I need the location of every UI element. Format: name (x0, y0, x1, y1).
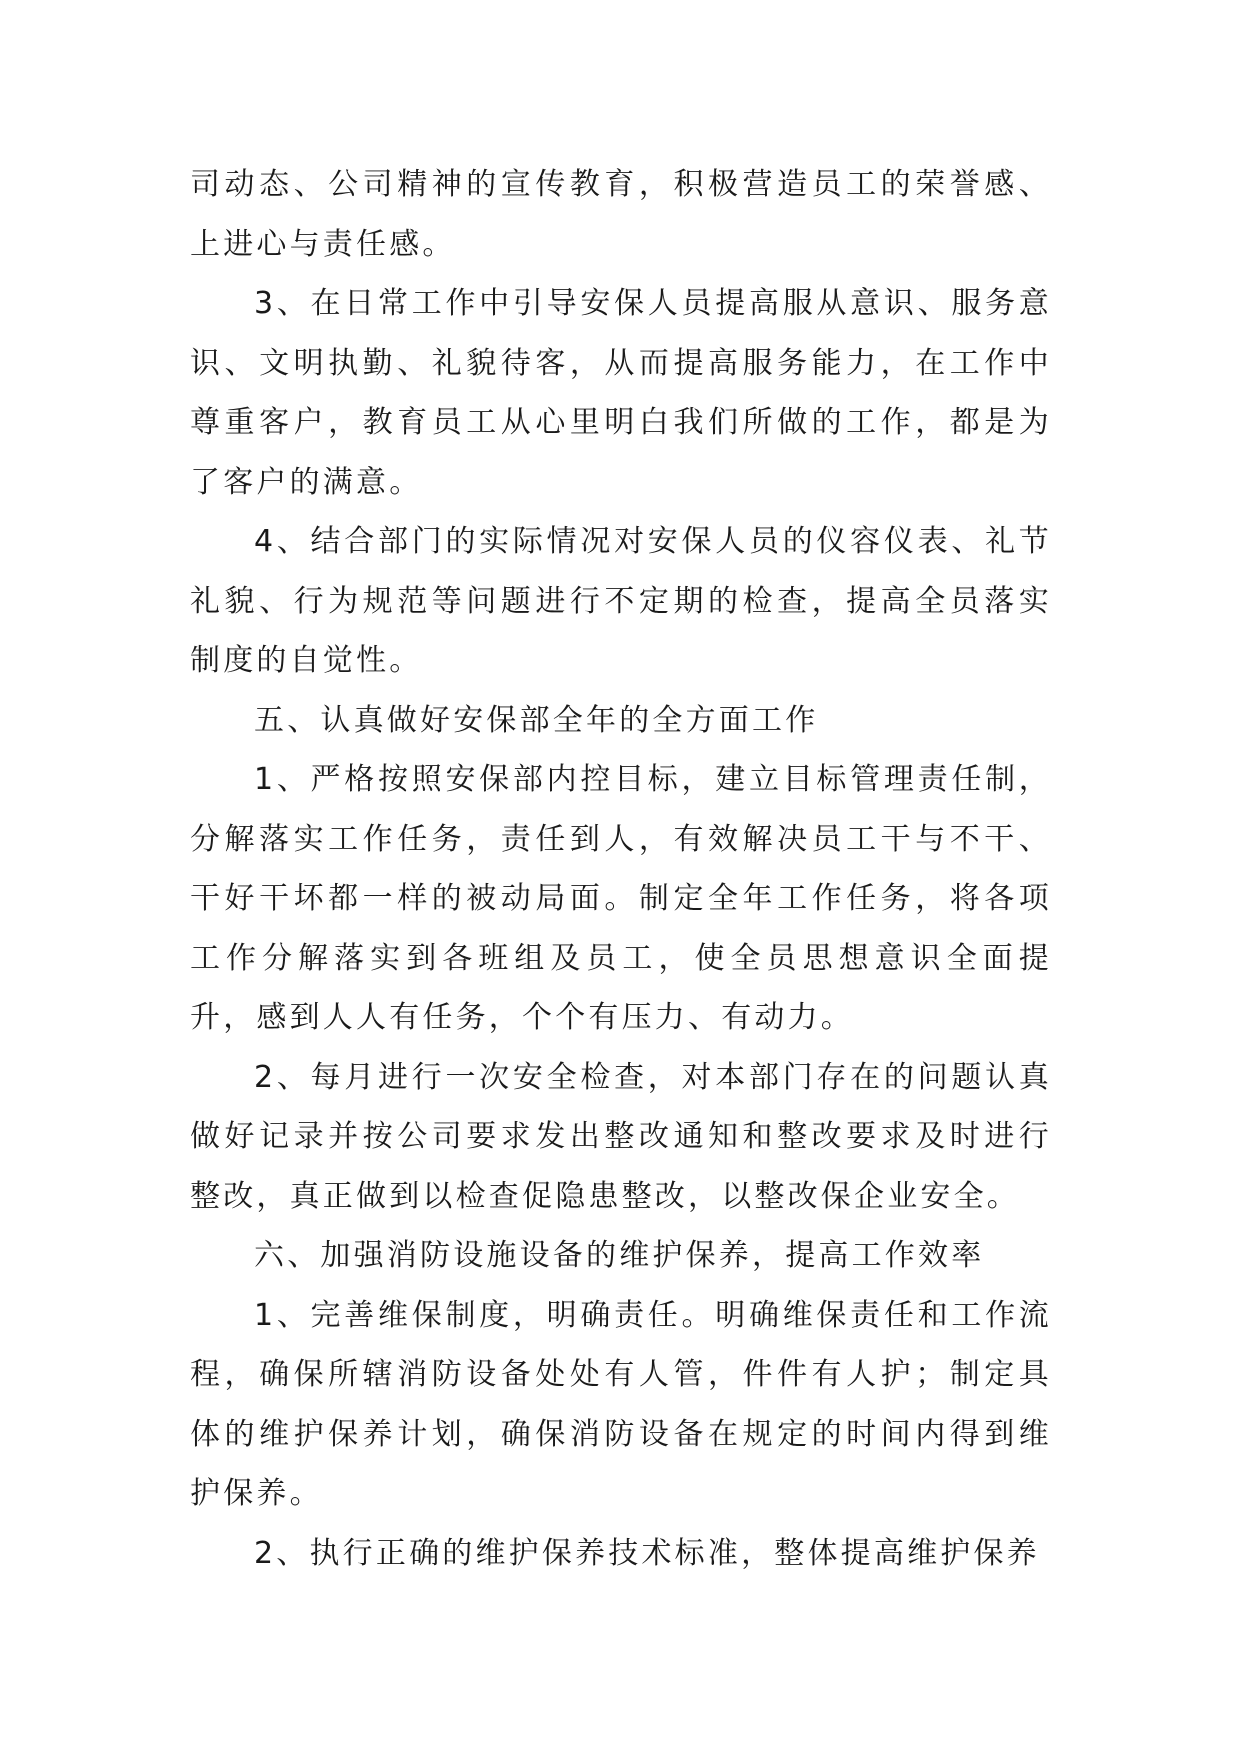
paragraph-5-item-2: 2、每月进行一次安全检查，对本部门存在的问题认真做好记录并按公司要求发出整改通知和整改要求及时进行整改，真正做到以检查促隐患整改，以整改保企业安全。 (190, 1059, 1052, 1214)
paragraph-6-item-2: 2、执行正确的维护保养技术标准，整体提高维护保养 (254, 1535, 1040, 1571)
paragraph-item-3: 3、在日常工作中引导安保人员提高服从意识、服务意识、文明执勤、礼貌待客，从而提高服务能力，在工作中尊重客户，教育员工从心里明白我们所做的工作，都是为了客户的满意。 (190, 286, 1052, 500)
paragraph-continuation: 司动态、公司精神的宣传教育，积极营造员工的荣誉感、上进心与责任感。 (190, 167, 1052, 262)
section-heading-5: 五、认真做好安保部全年的全方面工作 (254, 702, 819, 738)
paragraph-5-item-1: 1、严格按照安保部内控目标，建立目标管理责任制，分解落实工作任务，责任到人，有效解决员工干与不干、干好干坏都一样的被动局面。制定全年工作任务，将各项工作分解落实到各班组及员工，使全员思想意识全面提升，感到人人有任务，个个有压力、有动力。 (190, 762, 1052, 1035)
document-body (190, 155, 1052, 1583)
paragraph-6-item-1: 1、完善维保制度，明确责任。明确维保责任和工作流程，确保所辖消防设备处处有人管，件件有人护；制定具体的维护保养计划，确保消防设备在规定的时间内得到维护保养。 (190, 1297, 1052, 1511)
section-heading-6: 六、加强消防设施设备的维护保养，提高工作效率 (254, 1238, 985, 1273)
paragraph-item-4: 4、结合部门的实际情况对安保人员的仪容仪表、礼节礼貌、行为规范等问题进行不定期的检查，提高全员落实制度的自觉性。 (190, 524, 1052, 678)
